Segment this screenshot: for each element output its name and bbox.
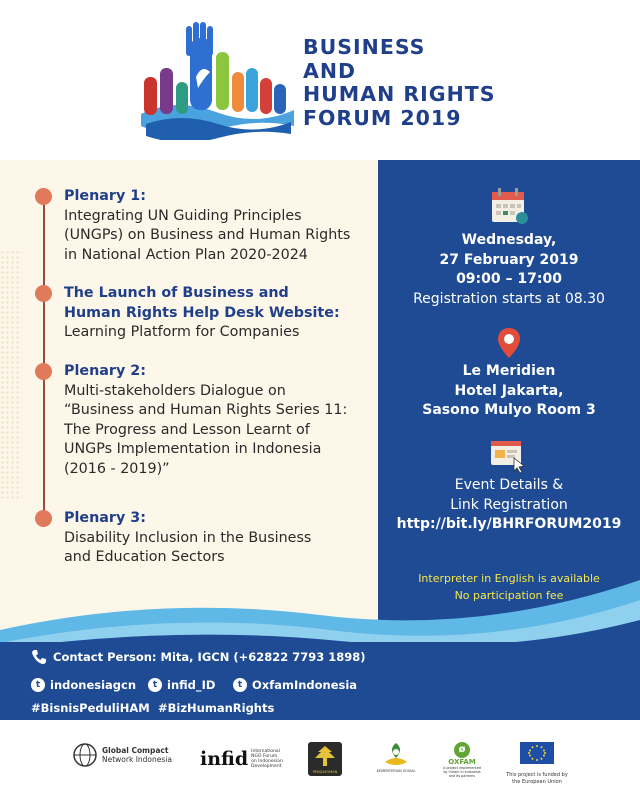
header: [0, 0, 640, 160]
agenda-text: UNGPs Implementation in Indonesia: [64, 441, 322, 457]
location-pin-icon: [497, 327, 521, 359]
twitter-handle-text: OxfamIndonesia: [252, 678, 358, 692]
igcn-name: Network Indonesia: [102, 755, 172, 764]
infid-logo: [200, 748, 283, 770]
oxfam-mark-icon: ø: [454, 742, 470, 758]
twitter-handle-text: indonesiagcn: [50, 678, 137, 692]
agenda-text: (UNGPs) on Business and Human Rights: [64, 227, 351, 243]
agenda-bullet: [35, 510, 52, 527]
dot-pattern: [0, 250, 22, 500]
eu-flag-icon: [520, 742, 554, 764]
agenda-text: Disability Inclusion in the Business: [64, 529, 312, 546]
agenda-item-launch: [64, 284, 364, 343]
contact-person-row: [31, 649, 366, 665]
calendar-icon: [490, 187, 530, 225]
event-registration: Registration starts at 08.30: [413, 290, 605, 307]
agenda-item-plenary-2: [64, 362, 364, 479]
igcn-name: Global Compact: [102, 746, 169, 755]
infid-caption: Development: [251, 764, 282, 769]
oxfam-caption: and its partners: [448, 774, 476, 778]
globe-icon: [72, 742, 98, 768]
event-details: [378, 476, 640, 535]
twitter-icon: t: [31, 678, 45, 692]
eu-caption: the European Union: [512, 779, 562, 785]
title-line: FORUM 2019: [303, 105, 462, 130]
agenda-text: Learning Platform for Companies: [64, 324, 300, 340]
oxfam-wordmark: OXFAM: [448, 758, 476, 766]
hashtag[interactable]: [31, 701, 150, 715]
partner-logos: [0, 720, 640, 800]
phone-icon: [31, 649, 47, 665]
igcn-logo: [72, 742, 172, 768]
event-day: Wednesday,: [461, 232, 557, 248]
agenda-text: in National Action Plan 2020-2024: [64, 246, 308, 263]
ministry-caption: PENGAYOMAN: [312, 770, 338, 774]
note-line: Interpreter in English is available: [418, 572, 600, 585]
twitter-handle[interactable]: [148, 678, 215, 692]
hashtag-text: #BizHumanRights: [158, 701, 275, 715]
social-ministry-icon: [381, 740, 411, 770]
click-link-icon: [490, 440, 530, 474]
details-line: Event Details &: [454, 477, 564, 493]
venue-line: Hotel Jakarta,: [454, 382, 564, 399]
agenda-text: and Education Sectors: [64, 549, 225, 565]
details-line: Link Registration: [450, 496, 568, 513]
agenda-timeline: [43, 197, 45, 519]
agenda-heading: Human Rights Help Desk Website:: [64, 304, 340, 321]
ministry-social-logo: [376, 740, 416, 773]
registration-link[interactable]: http://bit.ly/BHRFORUM2019: [396, 516, 622, 532]
hashtag[interactable]: [158, 701, 274, 715]
event-date: 27 February 2019: [439, 251, 579, 268]
twitter-icon: t: [148, 678, 162, 692]
title-line: AND: [303, 58, 357, 83]
infid-caption: on Indonesian: [251, 759, 283, 764]
infid-caption: NGO Forum: [251, 754, 278, 759]
agenda-text: “Business and Human Rights Series 11:: [64, 402, 348, 418]
agenda-bullet: [35, 188, 52, 205]
ministry-law-logo: [308, 742, 342, 776]
banyan-tree-icon: [308, 742, 342, 770]
venue-line: Sasono Mulyo Room 3: [422, 402, 596, 418]
twitter-icon: t: [233, 678, 247, 692]
title-line: HUMAN RIGHTS: [303, 82, 496, 106]
twitter-handle-text: infid_ID: [167, 678, 216, 692]
agenda-text: The Progress and Lesson Learnt of: [64, 421, 310, 438]
oxfam-caption: A project implemented: [443, 766, 481, 770]
eu-logo: [500, 742, 574, 786]
social-ministry-caption: KEMENTERIAN SOSIAL: [376, 769, 416, 773]
agenda-heading: Plenary 3:: [64, 510, 146, 526]
event-time: 09:00 – 17:00: [456, 271, 562, 287]
oxfam-caption: by Oxfam in Indonesia: [443, 770, 481, 774]
twitter-handle[interactable]: [233, 678, 357, 692]
forum-title: [303, 36, 496, 130]
event-datetime: [378, 231, 640, 309]
eu-caption: This project is funded by: [506, 772, 568, 778]
agenda-item-plenary-1: [64, 187, 364, 265]
title-line: BUSINESS: [303, 35, 426, 59]
agenda-bullet: [35, 285, 52, 302]
agenda-text: (2016 - 2019)”: [64, 460, 170, 477]
infid-caption: International: [251, 749, 280, 754]
venue-line: Le Meridien: [462, 363, 556, 379]
contact-person: Contact Person: Mita, IGCN (+62822 7793 1898): [53, 650, 366, 664]
agenda-heading: Plenary 2:: [64, 363, 146, 379]
agenda-heading: Plenary 1:: [64, 188, 146, 204]
oxfam-logo: [440, 742, 484, 778]
agenda-text: Multi-stakeholders Dialogue on: [64, 382, 286, 399]
hashtag-text: #BisnisPeduliHAM: [31, 701, 150, 715]
agenda-bullet: [35, 363, 52, 380]
twitter-handle[interactable]: [31, 678, 136, 692]
agenda-text: Integrating UN Guiding Principles: [64, 207, 302, 224]
infid-wordmark: infid: [200, 748, 249, 770]
agenda-item-plenary-3: [64, 509, 364, 568]
note-line: No participation fee: [454, 589, 564, 602]
agenda-heading: The Launch of Business and: [64, 285, 289, 301]
event-venue: [378, 362, 640, 421]
hands-logo-icon: [136, 22, 296, 140]
